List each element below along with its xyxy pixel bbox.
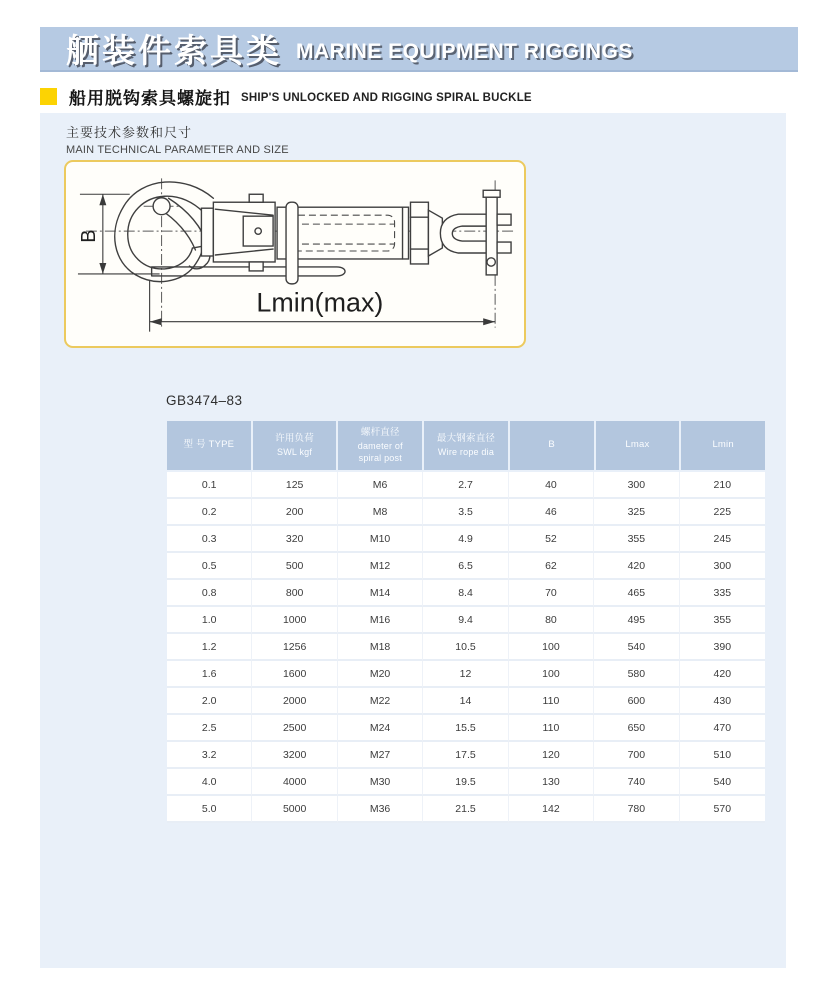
trip-bar — [152, 267, 345, 276]
cotter-hole — [487, 258, 495, 266]
standard-code: GB3474–83 — [166, 393, 243, 408]
banner-title-zh: 舾装件索具类 — [66, 32, 282, 69]
block-top-tab — [249, 194, 263, 202]
table-body — [167, 472, 765, 823]
table-row — [167, 688, 765, 715]
table-cell: 0.3 — [167, 526, 252, 553]
dim-l-arrow-left — [150, 318, 162, 325]
table-row — [167, 472, 765, 499]
table-cell: 2.5 — [167, 715, 252, 742]
table-cell: 52 — [509, 526, 594, 553]
table-cell: 0.8 — [167, 580, 252, 607]
table-cell: 1600 — [252, 661, 337, 688]
table-cell: 19.5 — [423, 769, 508, 796]
table-cell: 15.5 — [423, 715, 508, 742]
table-cell: 200 — [252, 499, 337, 526]
table-cell: 100 — [509, 634, 594, 661]
table-cell: 430 — [680, 688, 765, 715]
table-cell: 1.0 — [167, 607, 252, 634]
table-row — [167, 742, 765, 769]
clevis-jaw — [440, 214, 486, 253]
table-cell: 120 — [509, 742, 594, 769]
table-cell: M10 — [338, 526, 423, 553]
table-cell: 1.2 — [167, 634, 252, 661]
table-cell: 2500 — [252, 715, 337, 742]
table-cell: 142 — [509, 796, 594, 823]
table-cell: 5.0 — [167, 796, 252, 823]
table-cell: 780 — [594, 796, 679, 823]
table-cell: 2.7 — [423, 472, 508, 499]
section-title-zh: 船用脱钩索具螺旋扣 — [69, 88, 231, 108]
table-cell: 5000 — [252, 796, 337, 823]
table-row — [167, 769, 765, 796]
table-cell: 2.0 — [167, 688, 252, 715]
table-cell: 100 — [509, 661, 594, 688]
column-header: 型 号 TYPE — [167, 421, 251, 470]
table-cell: 1000 — [252, 607, 337, 634]
table-cell: 3200 — [252, 742, 337, 769]
table-row — [167, 661, 765, 688]
table-row — [167, 499, 765, 526]
table-cell: 510 — [680, 742, 765, 769]
table-cell: 580 — [594, 661, 679, 688]
table-cell: 3.2 — [167, 742, 252, 769]
column-header: 螺杆直径 dameter of spiral post — [338, 421, 422, 470]
table-cell: 12 — [423, 661, 508, 688]
column-header: Lmin — [681, 421, 765, 470]
table-cell: 8.4 — [423, 580, 508, 607]
table-cell: 225 — [680, 499, 765, 526]
column-header: 许用负荷 SWL kgf — [253, 421, 337, 470]
pin-lug-bottom — [497, 242, 511, 253]
column-header: Lmax — [596, 421, 680, 470]
table-cell: 300 — [680, 553, 765, 580]
table-cell: M22 — [338, 688, 423, 715]
technical-drawing — [66, 162, 524, 346]
table-cell: 355 — [680, 607, 765, 634]
table-cell: M8 — [338, 499, 423, 526]
table-cell: 4.9 — [423, 526, 508, 553]
table-cell: M20 — [338, 661, 423, 688]
block-pin-hole — [255, 228, 261, 234]
table-cell: 3.5 — [423, 499, 508, 526]
table-cell: 600 — [594, 688, 679, 715]
table-cell: 80 — [509, 607, 594, 634]
pin-head — [483, 190, 500, 197]
table-row — [167, 553, 765, 580]
table-cell: 110 — [509, 688, 594, 715]
table-cell: 540 — [680, 769, 765, 796]
table-cell: M24 — [338, 715, 423, 742]
table-cell: 62 — [509, 553, 594, 580]
dim-b-arrow-top — [99, 194, 106, 205]
table-cell: 46 — [509, 499, 594, 526]
table-row — [167, 526, 765, 553]
table-cell: 390 — [680, 634, 765, 661]
table-cell: 355 — [594, 526, 679, 553]
table-row — [167, 796, 765, 823]
table-cell: 500 — [252, 553, 337, 580]
table-header-row — [167, 421, 765, 470]
table-cell: 470 — [680, 715, 765, 742]
table-cell: 540 — [594, 634, 679, 661]
table-cell: 335 — [680, 580, 765, 607]
table-cell: M16 — [338, 607, 423, 634]
table-cell: 300 — [594, 472, 679, 499]
table-cell: 70 — [509, 580, 594, 607]
technical-drawing-box — [64, 160, 526, 348]
column-header: B — [510, 421, 594, 470]
yellow-square-bullet-icon — [40, 88, 57, 105]
table-cell: M30 — [338, 769, 423, 796]
table-cell: 700 — [594, 742, 679, 769]
pin-lug-top — [497, 214, 511, 225]
table-row — [167, 715, 765, 742]
dim-b-arrow-bottom — [99, 263, 106, 274]
table-cell: 14 — [423, 688, 508, 715]
table-cell: 325 — [594, 499, 679, 526]
table-cell: 420 — [594, 553, 679, 580]
table-cell: 800 — [252, 580, 337, 607]
dim-l-label: Lmin(max) — [256, 287, 384, 318]
table-cell: 17.5 — [423, 742, 508, 769]
table-cell: 1256 — [252, 634, 337, 661]
table-cell: M27 — [338, 742, 423, 769]
table-cell: M6 — [338, 472, 423, 499]
table-cell: 245 — [680, 526, 765, 553]
hex-coupling — [410, 202, 428, 264]
block-bottom-tab — [249, 262, 263, 271]
dim-b-label: B — [77, 229, 100, 243]
table-cell: 0.5 — [167, 553, 252, 580]
table-cell: 420 — [680, 661, 765, 688]
table-cell: 40 — [509, 472, 594, 499]
table-cell: M12 — [338, 553, 423, 580]
table-cell: 4000 — [252, 769, 337, 796]
table-cell: 2000 — [252, 688, 337, 715]
parameters-heading-en: MAIN TECHNICAL PARAMETER AND SIZE — [66, 144, 289, 156]
spec-table — [167, 421, 765, 823]
parameters-heading — [66, 122, 289, 156]
table-cell: M36 — [338, 796, 423, 823]
table-cell: 6.5 — [423, 553, 508, 580]
table-cell: 210 — [680, 472, 765, 499]
content-panel — [40, 113, 786, 968]
table-cell: 650 — [594, 715, 679, 742]
banner-title-en: MARINE EQUIPMENT RIGGINGS — [296, 39, 633, 63]
table-cell: 0.1 — [167, 472, 252, 499]
table-cell: 740 — [594, 769, 679, 796]
dim-l-arrow-right — [483, 318, 495, 325]
parameters-heading-zh: 主要技术参数和尺寸 — [66, 125, 193, 140]
guide-band — [286, 202, 298, 284]
table-cell: M18 — [338, 634, 423, 661]
table-cell: 10.5 — [423, 634, 508, 661]
table-row — [167, 580, 765, 607]
table-cell: 130 — [509, 769, 594, 796]
table-cell: 4.0 — [167, 769, 252, 796]
table-row — [167, 607, 765, 634]
table-row — [167, 634, 765, 661]
page-banner — [40, 27, 798, 72]
table-cell: M14 — [338, 580, 423, 607]
table-cell: 9.4 — [423, 607, 508, 634]
hook-eye-hole — [153, 198, 170, 215]
table-cell: 495 — [594, 607, 679, 634]
table-cell: 465 — [594, 580, 679, 607]
table-cell: 21.5 — [423, 796, 508, 823]
table-cell: 110 — [509, 715, 594, 742]
section-heading — [40, 85, 532, 107]
table-cell: 570 — [680, 796, 765, 823]
block-flange — [201, 208, 213, 256]
column-header: 最大钢索直径 Wire rope dia — [424, 421, 508, 470]
table-cell: 320 — [252, 526, 337, 553]
section-title-en: SHIP'S UNLOCKED AND RIGGING SPIRAL BUCKLE — [241, 91, 532, 104]
table-cell: 0.2 — [167, 499, 252, 526]
table-cell: 125 — [252, 472, 337, 499]
table-cell: 1.6 — [167, 661, 252, 688]
